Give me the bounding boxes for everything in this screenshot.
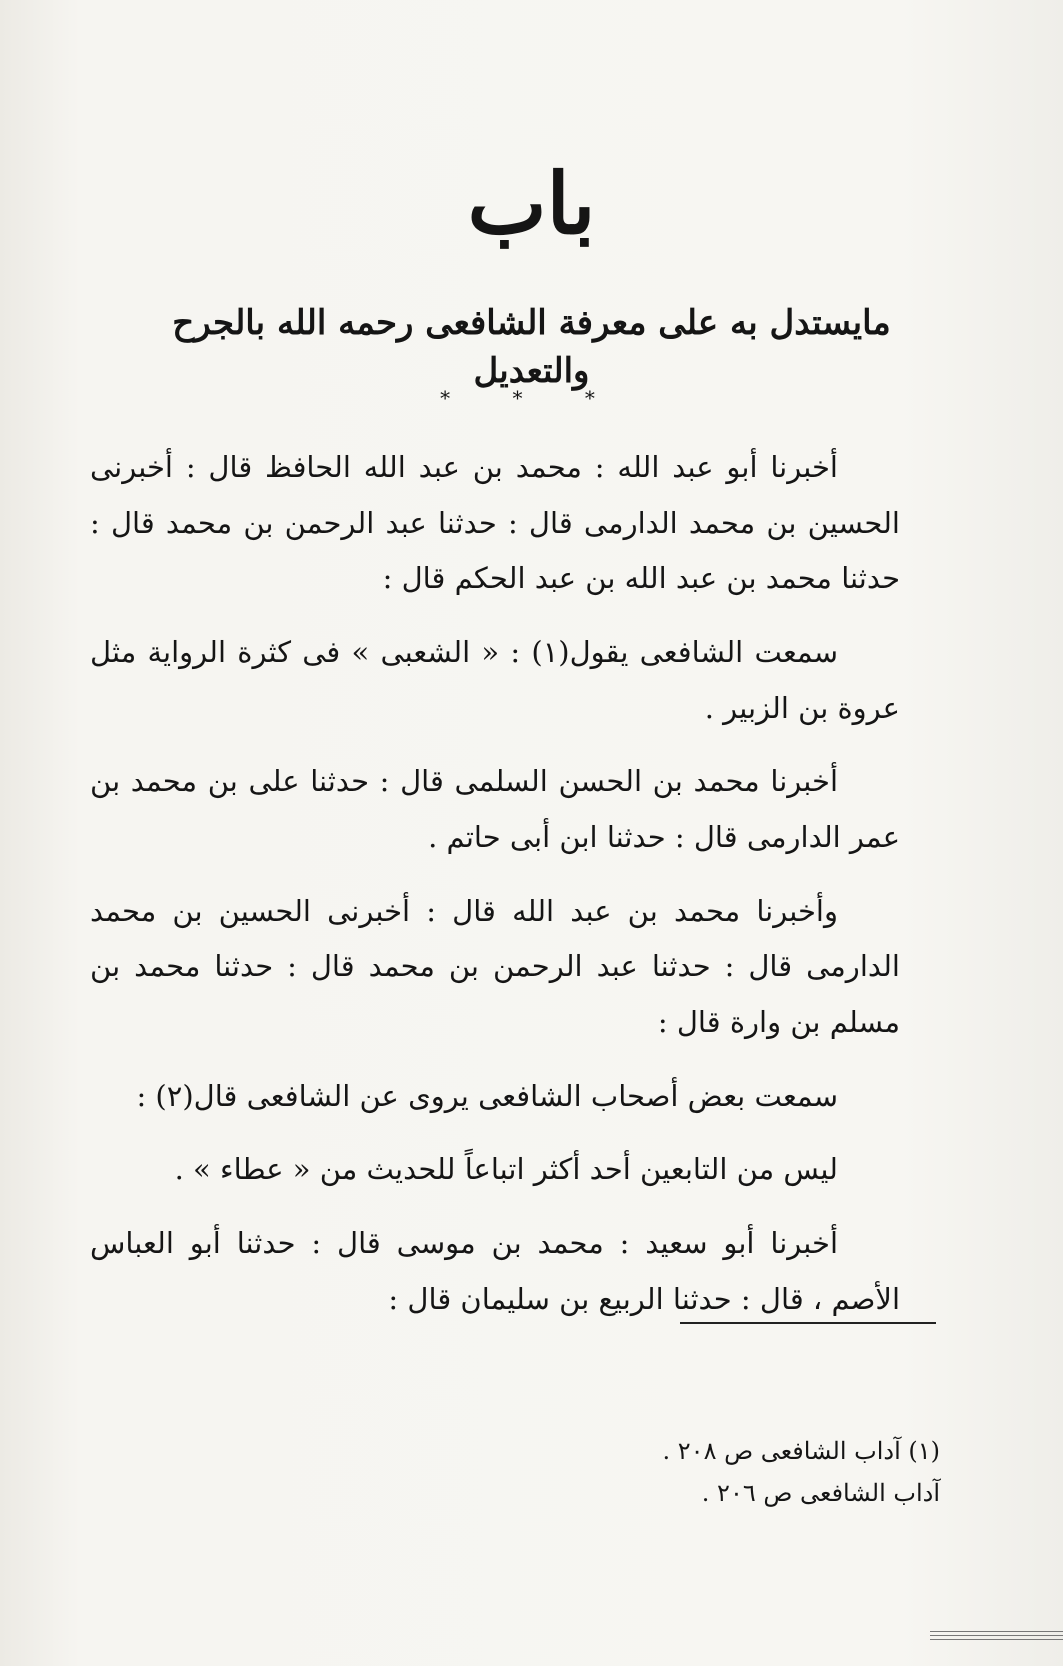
paragraph-1: أخبرنا أبو عبد الله : محمد بن عبد الله الحافظ قال : أخبرنى الحسين بن محمد الدارمى قال : حدثنا عبد الرحمن بن محمد قال : حدثنا محمد بن عبد الله بن عبد الحكم قال :	[90, 450, 900, 596]
footnote-2: آداب الشافعى ص ٢٠٦ .	[701, 1479, 940, 1507]
paragraph-3: أخبرنا محمد بن الحسن السلمى قال : حدثنا على بن محمد بن عمر الدارمى قال : حدثنا ابن أبى حاتم .	[90, 764, 900, 855]
paragraph-2: سمعت الشافعى يقول(١) : « الشعبى » فى كثرة الرواية مثل عروة بن الزبير .	[90, 635, 900, 725]
paragraph-5: سمعت بعض أصحاب الشافعى يروى عن الشافعى قال(٢) :	[136, 1078, 838, 1113]
page-edge-lines	[930, 1628, 1063, 1640]
paragraph-6: ليس من التابعين أحد أكثر اتباعاً للحديث من « عطاء » .	[174, 1152, 838, 1187]
footnote-1: (١) آداب الشافعى ص ٢٠٨ .	[662, 1437, 940, 1465]
main-text	[90, 440, 900, 1345]
footnotes	[450, 1430, 940, 1514]
paragraph-7: أخبرنا أبو سعيد : محمد بن موسى قال : حدثنا أبو العباس الأصم ، قال : حدثنا الربيع بن سليمان قال :	[90, 1226, 900, 1316]
chapter-subtitle: مايستدل به على معرفة الشافعى رحمه الله بالجرح والتعديل	[172, 303, 891, 391]
separator-stars: * * *	[440, 386, 623, 410]
paragraph-4: وأخبرنا محمد بن عبد الله قال : أخبرنى الحسين بن محمد الدارمى قال : حدثنا عبد الرحمن بن محمد قال : حدثنا محمد بن مسلم بن وارة قال :	[90, 893, 900, 1040]
footnote-separator	[680, 1322, 936, 1324]
chapter-title: باب	[467, 154, 596, 253]
